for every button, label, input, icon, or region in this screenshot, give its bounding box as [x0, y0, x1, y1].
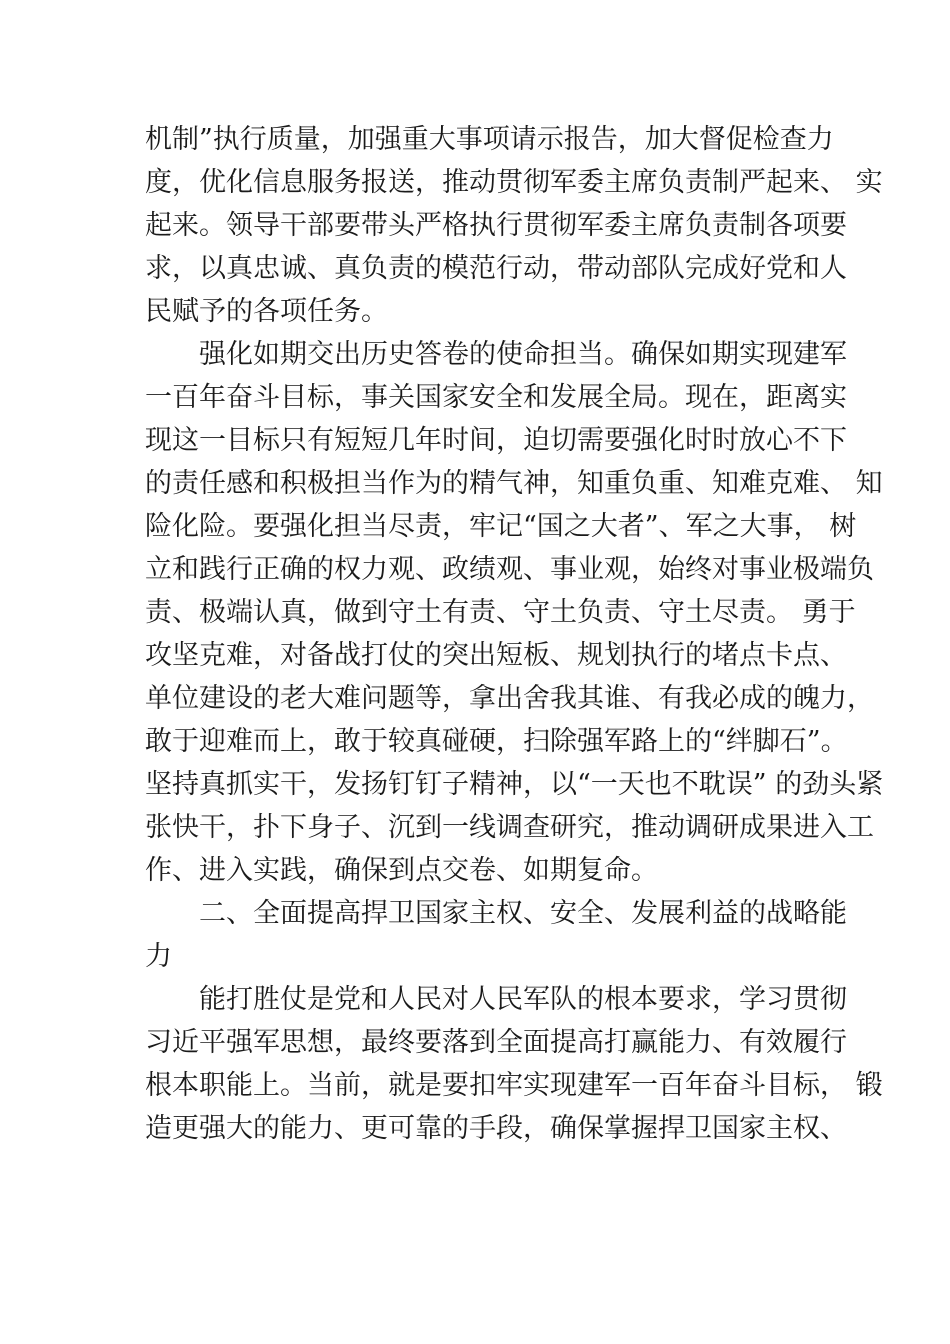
text-line: 根本职能上。当前，就是要扣牢实现建军一百年奋斗目标， 锻 — [145, 1070, 883, 1101]
text-line: 民赋予的各项任务。 — [145, 296, 388, 327]
text-line: 现这一目标只有短短几年时间，迫切需要强化时时放心不下 — [145, 425, 847, 456]
paragraph-first-line: 能打胜仗是党和人民对人民军队的根本要求，学习贯彻 — [199, 984, 847, 1015]
text-line: 作、进入实践，确保到点交卷、如期复命。 — [145, 855, 658, 886]
text-line: 攻坚克难，对备战打仗的突出短板、规划执行的堵点卡点、 — [145, 640, 847, 671]
section-heading: 二、全面提高捍卫国家主权、安全、发展利益的战略能 — [199, 898, 847, 929]
text-line: 险化险。要强化担当尽责，牢记“国之大者”、军之大事， 树 — [145, 511, 857, 542]
text-line: 一百年奋斗目标，事关国家安全和发展全局。现在，距离实 — [145, 382, 847, 413]
text-line: 单位建设的老大难问题等，拿出舍我其谁、有我必成的魄力， — [145, 683, 874, 714]
text-line: 起来。领导干部要带头严格执行贯彻军委主席负责制各项要 — [145, 210, 847, 241]
text-line: 立和践行正确的权力观、政绩观、事业观，始终对事业极端负 — [145, 554, 874, 585]
text-line: 造更强大的能力、更可靠的手段，确保掌握捍卫国家主权、 — [145, 1113, 847, 1144]
text-line: 责、极端认真，做到守土有责、守土负责、守土尽责。 勇于 — [145, 597, 856, 628]
text-line: 张快干，扑下身子、沉到一线调查研究，推动调研成果进入工 — [145, 812, 874, 843]
text-line: 习近平强军思想，最终要落到全面提高打赢能力、有效履行 — [145, 1027, 847, 1058]
text-line: 坚持真抓实干，发扬钉钉子精神，以“一天也不耽误” 的劲头紧 — [145, 769, 884, 800]
text-line: 度，优化信息服务报送，推动贯彻军委主席负责制严起来、 实 — [145, 167, 883, 198]
text-line: 敢于迎难而上，敢于较真碰硬，扫除强军路上的“绊脚石”。 — [145, 726, 848, 757]
text-line: 的责任感和积极担当作为的精气神，知重负重、知难克难、 知 — [145, 468, 883, 499]
section-heading-continued: 力 — [145, 941, 172, 972]
text-line: 机制”执行质量，加强重大事项请示报告，加大督促检查力 — [145, 124, 834, 155]
paragraph-first-line: 强化如期交出历史答卷的使命担当。确保如期实现建军 — [199, 339, 847, 370]
text-line: 求，以真忠诚、真负责的模范行动，带动部队完成好党和人 — [145, 253, 847, 284]
